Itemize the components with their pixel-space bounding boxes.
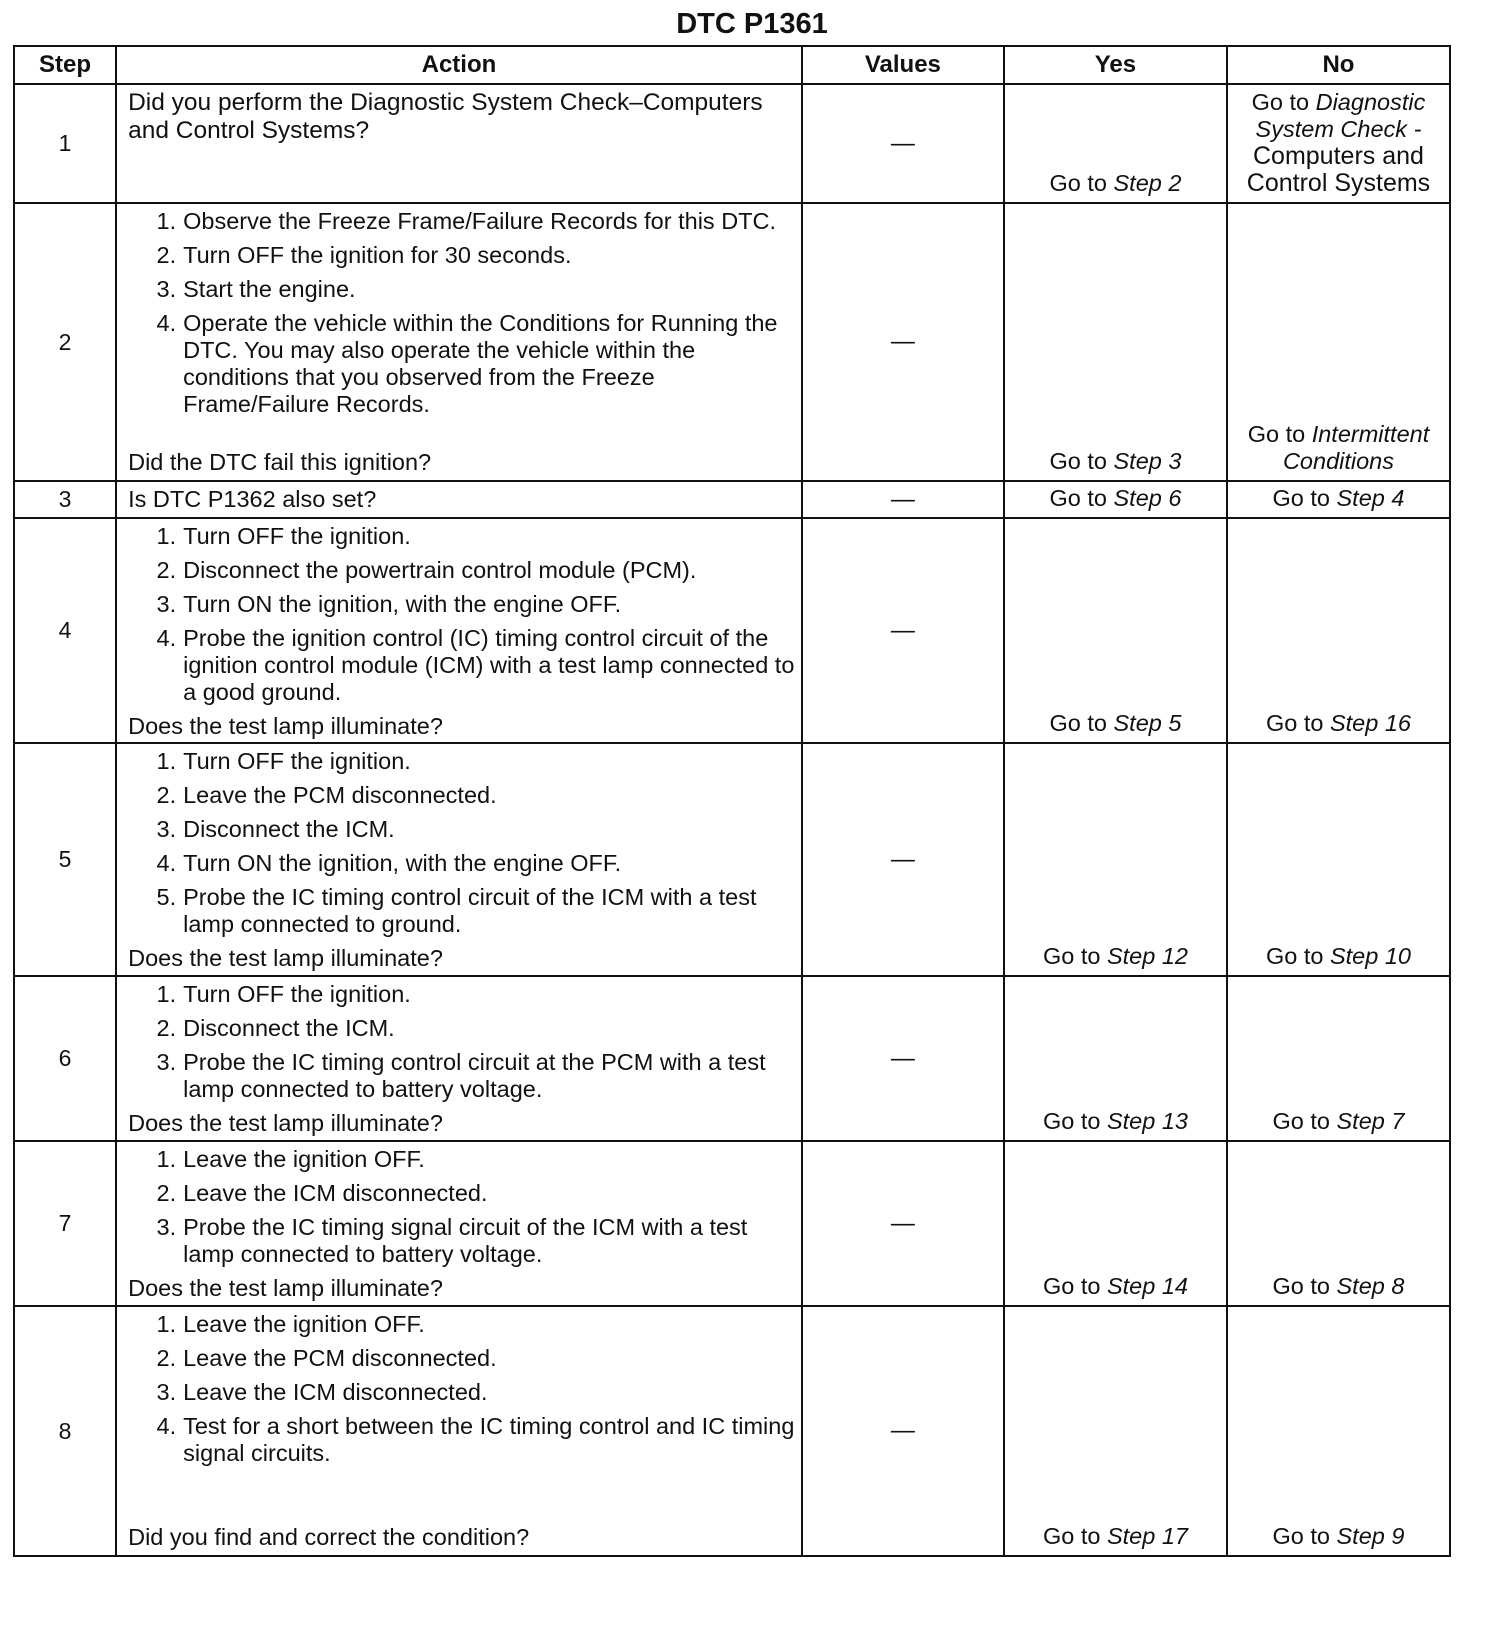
values-cell: — [802,203,1004,481]
no-link[interactable]: Step 7 [1336,1108,1405,1134]
list-item: 1. Turn OFF the ignition. [156,523,411,549]
list-item: 3. Turn ON the ignition, with the engine OFF. [156,591,622,617]
list-item-text: Probe the IC timing control circuit of the ICM with a test lamp connected to ground. [183,884,757,937]
list-item: 2. Leave the PCM disconnected. [156,782,497,808]
list-item: 1. Observe the Freeze Frame/Failure Records for this DTC. [156,208,777,234]
list-item-text: Probe the IC timing signal circuit of the ICM with a test lamp connected to battery voltage. [183,1214,748,1267]
list-item-text: Disconnect the powertrain control module (PCM). [183,557,697,583]
list-item-text: Disconnect the ICM. [183,816,395,842]
yes-prefix: Go to [1049,448,1114,474]
no-link-rest[interactable]: Computers and Control Systems [1246,142,1431,197]
yes-prefix: Go to [1042,943,1107,969]
no-link[interactable]: Intermittent Conditions [1282,421,1430,474]
yes-link[interactable]: Step 6 [1113,485,1182,511]
step-number: 4 [14,518,116,743]
list-item: 2. Disconnect the powertrain control module (PCM). [156,557,697,583]
no-prefix: Go to [1272,1273,1337,1299]
yes-link[interactable]: Step 14 [1106,1273,1188,1299]
header-step: Step [14,46,116,84]
step-number: 5 [14,743,116,976]
table-row [14,203,1450,481]
action-text: Is DTC P1362 also set? [128,486,377,512]
action-cell [116,976,802,1141]
table-row [14,976,1450,1141]
list-item-text: Probe the IC timing control circuit at the PCM with a test lamp connected to battery voltage. [183,1049,766,1102]
list-item-text: Observe the Freeze Frame/Failure Records for this DTC. [183,208,777,234]
no-cell [1227,518,1450,743]
yes-link[interactable]: Step 3 [1113,448,1182,474]
action-cell [116,203,802,481]
no-cell [1227,743,1450,976]
list-item: 1. Leave the ignition OFF. [156,1311,425,1337]
yes-prefix: Go to [1042,1273,1107,1299]
list-item: 5. Probe the IC timing control circuit of the ICM with a test lamp connected to ground. [156,884,757,937]
list-item-text: Test for a short between the IC timing control and IC timing signal circuits. [183,1413,795,1466]
table-row [14,84,1450,203]
list-item: 2. Leave the PCM disconnected. [156,1345,497,1371]
values-cell: — [802,518,1004,743]
list-item: 1. Turn OFF the ignition. [156,748,411,774]
no-link[interactable]: Step 4 [1336,485,1405,511]
list-item: 3. Start the engine. [156,276,356,302]
list-item: 4. Operate the vehicle within the Conditions for Running the DTC. You may also operate the vehicle within the conditions that you observed from the Freeze Frame/Failure Records. [156,310,778,417]
yes-cell [1004,518,1227,743]
list-item-text: Turn OFF the ignition for 30 seconds. [183,242,572,268]
yes-prefix: Go to [1042,1108,1107,1134]
no-link[interactable]: Step 10 [1329,943,1411,969]
table-row [14,1141,1450,1306]
yes-prefix: Go to [1042,1523,1107,1549]
no-prefix: Go to [1265,943,1330,969]
list-item-text: Turn OFF the ignition. [183,981,411,1007]
yes-cell [1004,481,1227,518]
no-cell [1227,84,1450,203]
action-steps [128,748,797,945]
header-no: No [1227,46,1450,84]
no-cell [1227,203,1450,481]
list-item: 4. Turn ON the ignition, with the engine OFF. [156,850,622,876]
values-cell: — [802,481,1004,518]
list-item-text: Disconnect the ICM. [183,1015,395,1041]
action-steps [128,1311,797,1474]
action-steps [128,981,797,1110]
header-values: Values [802,46,1004,84]
no-cell [1227,1141,1450,1306]
action-cell [116,743,802,976]
diagnostic-table [13,45,1451,1557]
list-item-text: Turn OFF the ignition. [183,748,411,774]
action-steps [128,208,797,425]
action-cell [116,481,802,518]
table-body [14,84,1450,1556]
no-cell [1227,976,1450,1141]
no-prefix: Go to [1272,485,1337,511]
table-row [14,481,1450,518]
list-item: 1. Turn OFF the ignition. [156,981,411,1007]
action-cell [116,84,802,203]
list-item: 4. Probe the ignition control (IC) timing control circuit of the ignition control module (ICM) with a test lamp connected to a good ground. [156,625,795,705]
yes-cell [1004,743,1227,976]
list-item-text: Leave the ignition OFF. [183,1146,425,1172]
list-item: 2. Disconnect the ICM. [156,1015,395,1041]
yes-prefix: Go to [1049,485,1114,511]
no-prefix: Go to [1251,89,1316,115]
step-number: 2 [14,203,116,481]
list-item: 4. Test for a short between the IC timing control and IC timing signal circuits. [156,1413,795,1466]
list-item-text: Leave the ignition OFF. [183,1311,425,1337]
yes-link[interactable]: Step 13 [1106,1108,1188,1134]
values-cell: — [802,743,1004,976]
action-steps [128,523,797,713]
no-cell [1227,481,1450,518]
list-item: 3. Disconnect the ICM. [156,816,395,842]
values-cell: — [802,976,1004,1141]
no-prefix: Go to [1265,710,1330,736]
action-cell [116,1141,802,1306]
action-text: Did you perform the Diagnostic System Check–Computers and Control Systems? [128,89,763,144]
action-question: Does the test lamp illuminate? [128,1110,443,1136]
yes-link[interactable]: Step 17 [1106,1523,1188,1549]
header-row [14,46,1450,84]
step-number: 7 [14,1141,116,1306]
step-number: 6 [14,976,116,1141]
action-question: Does the test lamp illuminate? [128,1275,443,1301]
action-question: Did you find and correct the condition? [128,1524,530,1550]
no-link[interactable]: Step 8 [1336,1273,1405,1299]
list-item-text: Leave the ICM disconnected. [183,1379,488,1405]
action-question: Does the test lamp illuminate? [128,945,443,971]
list-item: 3. Probe the IC timing control circuit at the PCM with a test lamp connected to battery voltage. [156,1049,766,1102]
yes-link[interactable]: Step 12 [1106,943,1188,969]
header-action: Action [116,46,802,84]
page-title: DTC P1361 [676,8,828,40]
list-item: 2. Turn OFF the ignition for 30 seconds. [156,242,572,268]
list-item: 3. Leave the ICM disconnected. [156,1379,488,1405]
header-yes: Yes [1004,46,1227,84]
no-link[interactable]: Step 16 [1329,710,1411,736]
no-link[interactable]: Step 9 [1336,1523,1405,1549]
list-item-text: Operate the vehicle within the Conditions for Running the DTC. You may also operate the vehicle within the conditions that you observed from the Freeze Frame/Failure Records. [183,310,778,417]
table-row [14,518,1450,743]
step-number: 1 [14,84,116,203]
action-question: Did the DTC fail this ignition? [128,449,432,475]
action-cell [116,1306,802,1556]
list-item: 1. Leave the ignition OFF. [156,1146,425,1172]
no-prefix: Go to [1247,421,1312,447]
yes-cell [1004,84,1227,203]
list-item: 3. Probe the IC timing signal circuit of the ICM with a test lamp connected to battery voltage. [156,1214,748,1267]
values-cell: — [802,84,1004,203]
list-item: 2. Leave the ICM disconnected. [156,1180,488,1206]
no-prefix: Go to [1272,1108,1337,1134]
action-cell [116,518,802,743]
step-number: 3 [14,481,116,518]
list-item-text: Turn ON the ignition, with the engine OFF. [183,591,622,617]
list-item-text: Leave the PCM disconnected. [183,782,497,808]
list-item-text: Start the engine. [183,276,356,302]
action-steps [128,1146,797,1275]
yes-cell [1004,1306,1227,1556]
no-link[interactable]: Diagnostic System Check - [1255,89,1426,142]
list-item-text: Leave the PCM disconnected. [183,1345,497,1371]
yes-link[interactable]: Step 2 [1113,170,1182,196]
yes-prefix: Go to [1049,170,1114,196]
step-number: 8 [14,1306,116,1556]
table-row [14,743,1450,976]
yes-prefix: Go to [1049,710,1114,736]
yes-cell [1004,1141,1227,1306]
yes-cell [1004,203,1227,481]
no-cell [1227,1306,1450,1556]
yes-cell [1004,976,1227,1141]
list-item-text: Turn OFF the ignition. [183,523,411,549]
table-row [14,1306,1450,1556]
list-item-text: Probe the ignition control (IC) timing control circuit of the ignition control module (ICM) with a test lamp connected to a good ground. [183,625,795,705]
values-cell: — [802,1141,1004,1306]
no-prefix: Go to [1272,1523,1337,1549]
yes-link[interactable]: Step 5 [1113,710,1182,736]
list-item-text: Leave the ICM disconnected. [183,1180,488,1206]
action-question: Does the test lamp illuminate? [128,713,443,739]
list-item-text: Turn ON the ignition, with the engine OFF. [183,850,622,876]
values-cell: — [802,1306,1004,1556]
